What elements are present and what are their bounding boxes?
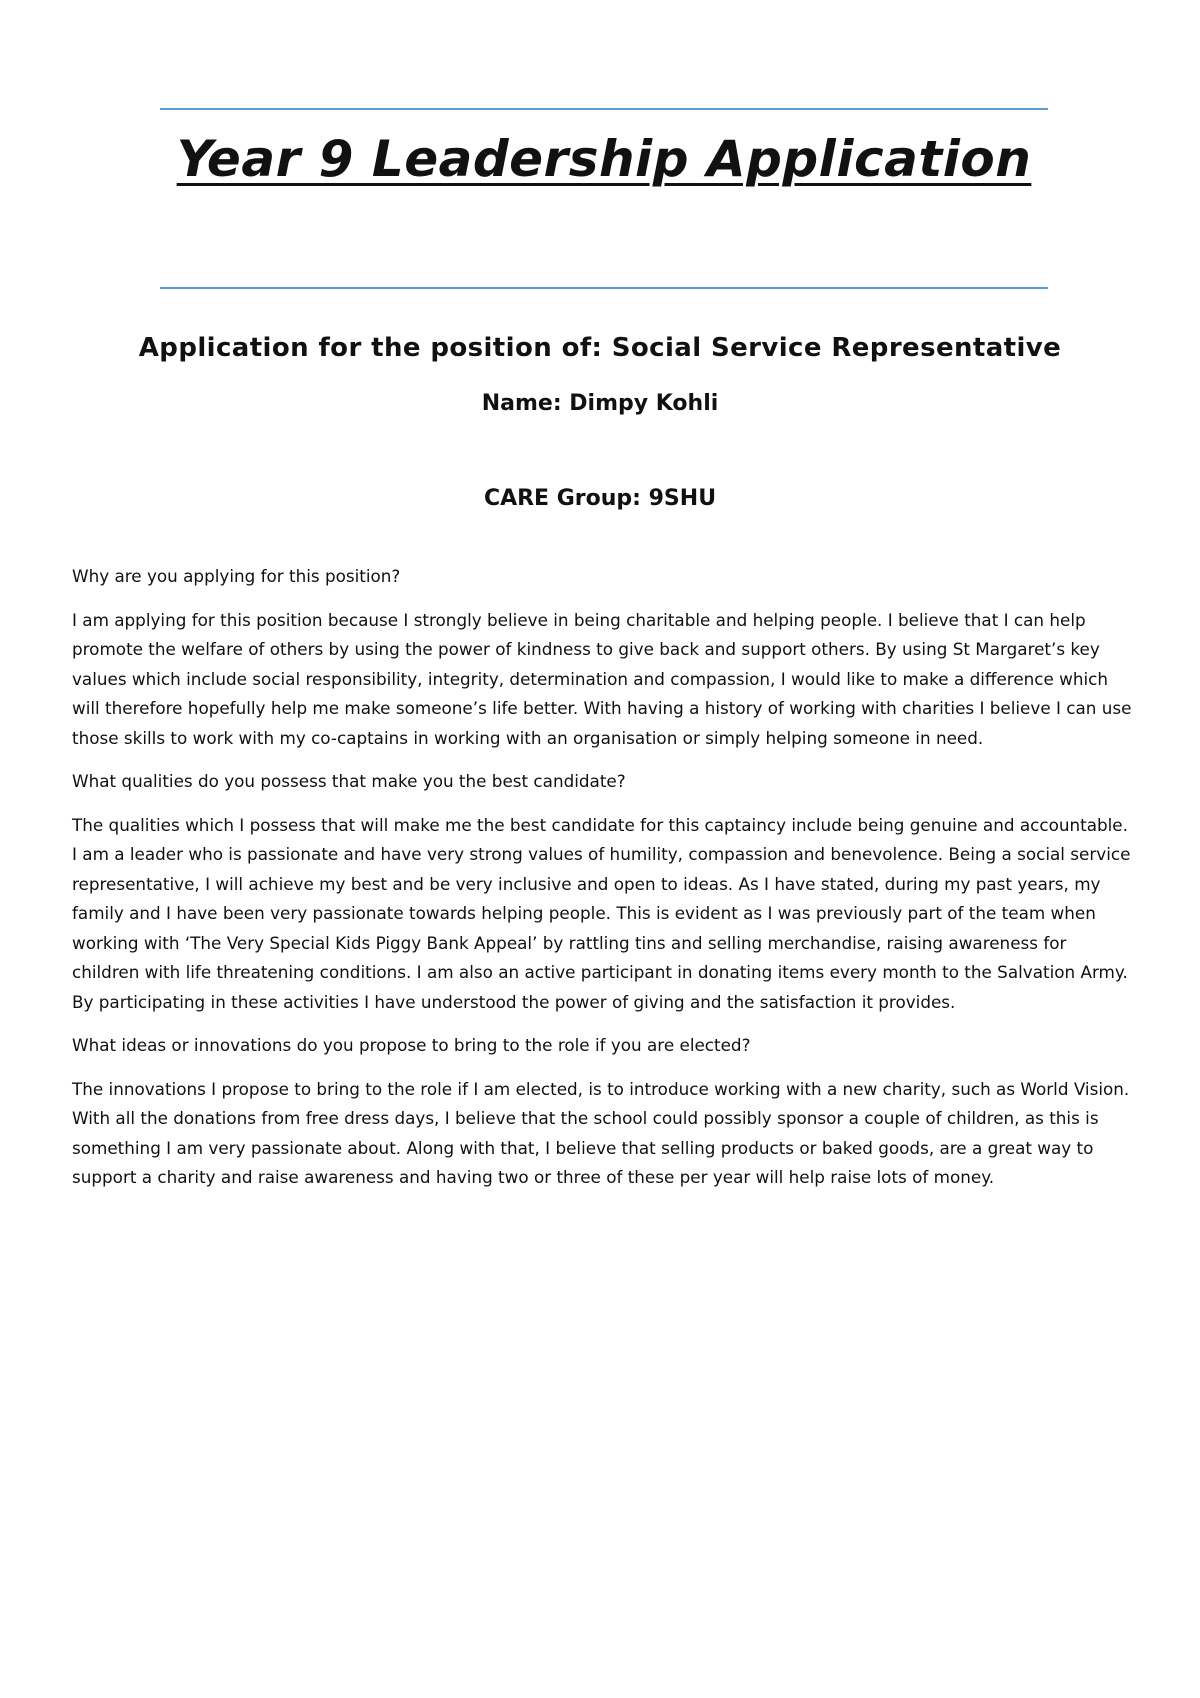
position-heading: Application for the position of: Social Service Representative [138,333,1062,363]
document-title: Year 9 Leadership Application [176,130,1032,188]
answer-3: The innovations I propose to bring to the role if I am elected, is to introduce working with a new charity, such as World Vision. With all the donations from free dress days, I believe that the school could possibly sponsor a couple of children, as this is something I am very passionate about. Along with that, I believe that selling products or baked goods, are a great way to support a charity and raise awareness and having two or three of these per year will help raise lots of money. [72,1078,1130,1187]
answer-1: I am applying for this position because I strongly believe in being charitable and helping people. I believe that I can help promote the welfare of others by using the power of kindness to give back and support others. By using St Margaret’s key values which include social responsibility, integrity, determination and compassion, I would like to make a difference which will therefore hopefully help me make someone’s life better. With having a history of working with charities I believe I can use those skills to work with my co-captains in working with an organisation or simply helping someone in need. [72,609,1132,748]
question-3: What ideas or innovations do you propose to bring to the role if you are elected? [72,1035,751,1055]
question-2: What qualities do you possess that make you the best candidate? [72,771,626,791]
question-1: Why are you applying for this position? [72,566,401,586]
care-group: CARE Group: 9SHU [483,486,717,511]
title-top-rule [160,108,1048,110]
title-bottom-rule [160,287,1048,289]
application-body [72,562,1138,1207]
applicant-name: Name: Dimpy Kohli [481,391,719,416]
answer-2: The qualities which I possess that will make me the best candidate for this captaincy include being genuine and accountable. I am a leader who is passionate and have very strong values of humility, compassion and benevolence. Being a social service representative, I will achieve my best and be very inclusive and open to ideas. As I have stated, during my past years, my family and I have been very passionate towards helping people. This is evident as I was previously part of the team when working with ‘The Very Special Kids Piggy Bank Appeal’ by rattling tins and selling merchandise, raising awareness for children with life threatening conditions. I am also an active participant in donating items every month to the Salvation Army. By participating in these activities I have understood the power of giving and the satisfaction it provides. [72,814,1131,1012]
